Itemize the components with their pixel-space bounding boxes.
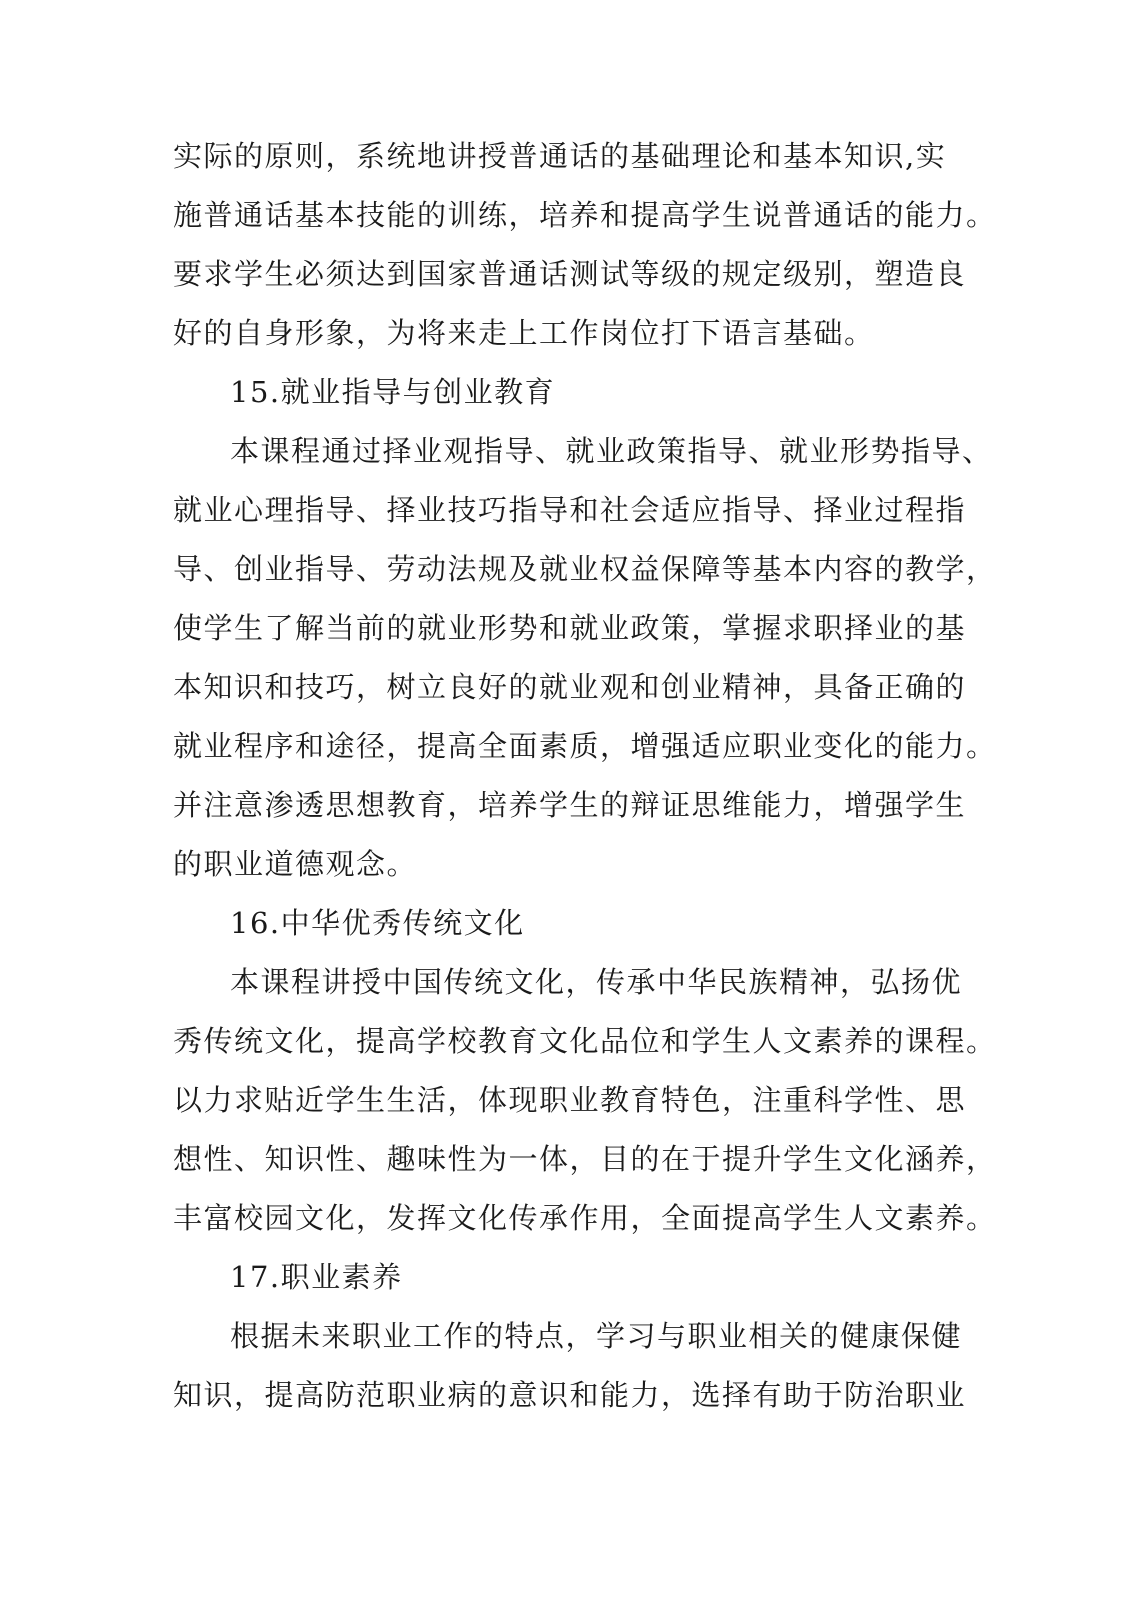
paragraph-line: 知识，提高防范职业病的意识和能力，选择有助于防治职业 (173, 1378, 967, 1412)
paragraph-line: 本知识和技巧，树立良好的就业观和创业精神，具备正确的 (173, 670, 967, 704)
section-heading-15: 15.就业指导与创业教育 (230, 375, 556, 409)
paragraph-line: 就业心理指导、择业技巧指导和社会适应指导、择业过程指 (173, 493, 967, 527)
paragraph-line: 以力求贴近学生生活，体现职业教育特色，注重科学性、思 (173, 1083, 967, 1117)
paragraph-line: 导、创业指导、劳动法规及就业权益保障等基本内容的教学， (173, 552, 997, 586)
paragraph-line: 并注意渗透思想教育，培养学生的辩证思维能力，增强学生 (173, 788, 967, 822)
paragraph-line: 使学生了解当前的就业形势和就业政策，掌握求职择业的基 (173, 611, 967, 645)
paragraph-line: 好的自身形象，为将来走上工作岗位打下语言基础。 (173, 316, 875, 350)
paragraph-line: 的职业道德观念。 (173, 847, 418, 881)
paragraph-line: 秀传统文化，提高学校教育文化品位和学生人文素养的课程。 (173, 1024, 997, 1058)
paragraph-line: 想性、知识性、趣味性为一体，目的在于提升学生文化涵养， (173, 1142, 997, 1176)
paragraph-line: 根据未来职业工作的特点，学习与职业相关的健康保健 (230, 1319, 963, 1353)
paragraph-line: 实际的原则，系统地讲授普通话的基础理论和基本知识,实 (173, 139, 947, 173)
paragraph-line: 施普通话基本技能的训练，培养和提高学生说普通话的能力。 (173, 198, 997, 232)
paragraph-line: 要求学生必须达到国家普通话测试等级的规定级别，塑造良 (173, 257, 967, 291)
paragraph-line: 本课程讲授中国传统文化，传承中华民族精神，弘扬优 (230, 965, 963, 999)
paragraph-line: 本课程通过择业观指导、就业政策指导、就业形势指导、 (230, 434, 993, 468)
section-heading-16: 16.中华优秀传统文化 (230, 906, 525, 940)
paragraph-line: 丰富校园文化，发挥文化传承作用，全面提高学生人文素养。 (173, 1201, 997, 1235)
paragraph-line: 就业程序和途径，提高全面素质，增强适应职业变化的能力。 (173, 729, 997, 763)
section-heading-17: 17.职业素养 (230, 1260, 403, 1294)
